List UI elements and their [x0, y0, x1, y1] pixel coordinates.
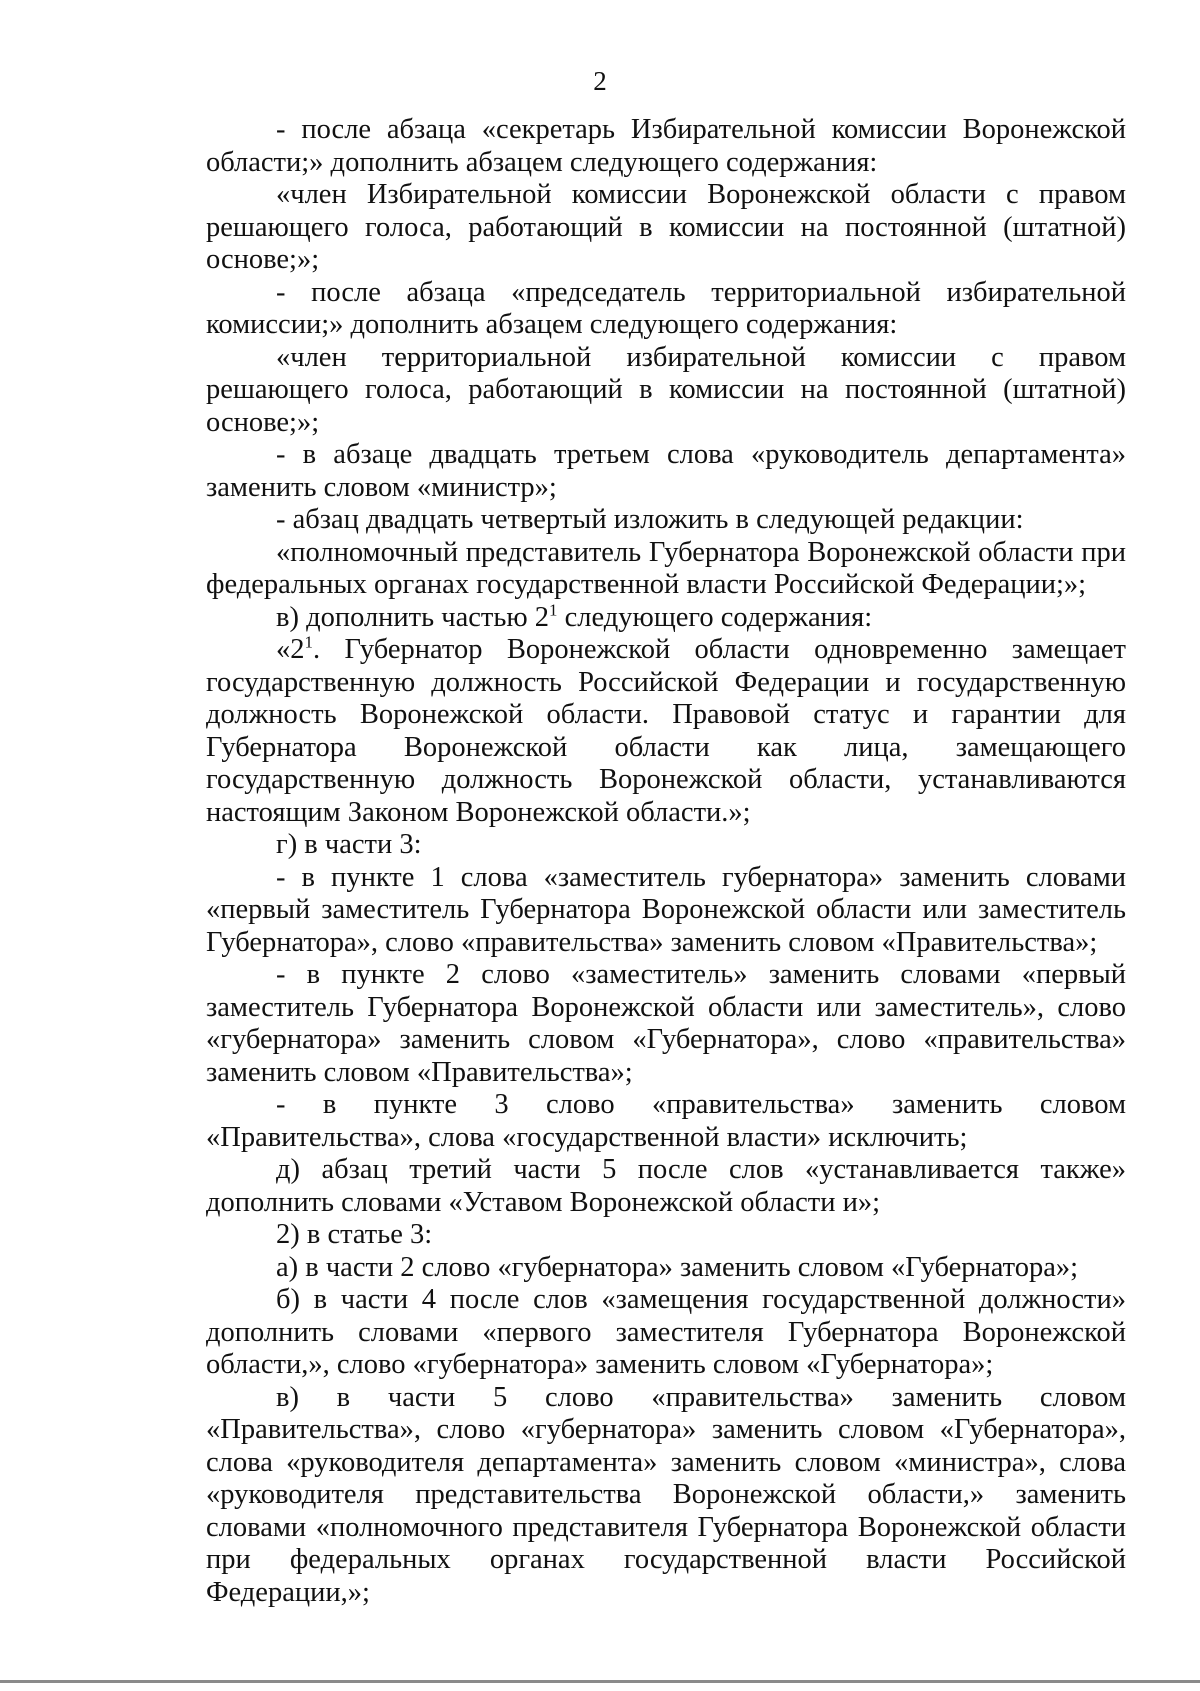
paragraph: «полномочный представитель Губернатора Воронежской области при федеральных органах государственной власти Российской Федерации;»;	[206, 536, 1126, 600]
paragraph-text: «2	[276, 634, 305, 665]
paragraph-with-superscript	[206, 602, 1126, 635]
paragraph: б) в части 4 после слов «замещения государственной должности» дополнить словами «первого заместителя Губернатора Воронежской области,», слово «губернатора» заменить словом «Губернатора»;	[206, 1284, 1126, 1380]
paragraph: «член территориальной избирательной комиссии с правом решающего голоса, работающий в комиссии на постоянной (штатной) основе;»;	[206, 341, 1126, 438]
superscript: 1	[304, 632, 313, 652]
paragraph: «член Избирательной комиссии Воронежской области с правом решающего голоса, работающий в комиссии на постоянной (штатной) основе;»;	[206, 179, 1126, 275]
superscript: 1	[549, 600, 558, 619]
paragraph: 2) в статье 3:	[276, 1219, 433, 1250]
page-number: 2	[593, 66, 607, 96]
paragraph: д) абзац третий части 5 после слов «устанавливается также» дополнить словами «Уставом Воронежской области и»;	[206, 1154, 1126, 1218]
paragraph: - в пункте 3 слово «правительства» заменить словом «Правительства», слова «государственной власти» исключить;	[206, 1089, 1126, 1153]
paragraph-text: . Губернатор Воронежской области одновременно замещает государственную должность Российской Федерации и государственную должность Воронежской области. Правовой статус и гарантии для Губернатора Воронежской области как лица, замещающего государственную должность Воронежской области, устанавливаются настоящим Законом Воронежской области.»;	[206, 634, 1126, 828]
paragraph: - абзац двадцать четвертый изложить в следующей редакции:	[276, 504, 1024, 535]
paragraph: в) в части 5 слово «правительства» заменить словом «Правительства», слово «губернатора» заменить словом «Губернатора», слова «руководителя департамента» заменить словом «министра», слова «руководителя представительства Воронежской области,» заменить словами «полномочного представителя Губернатора Воронежской области при федеральных органах государственной власти Российской Федерации,»;	[206, 1381, 1126, 1608]
paragraph-text: в) дополнить частью 2	[276, 601, 550, 633]
paragraph: г) в части 3:	[276, 829, 422, 860]
paragraph-with-superscript	[206, 634, 1126, 829]
scan-edge-line	[0, 1680, 1200, 1683]
paragraph: - в пункте 2 слово «заместитель» заменить словами «первый заместитель Губернатора Воронежской области или заместитель», слово «губернатора» заменить словом «Губернатора», слово «правительства» заменить словом «Правительства»;	[206, 959, 1126, 1088]
paragraph: а) в части 2 слово «губернатора» заменить словом «Губернатора»;	[276, 1251, 1079, 1283]
paragraph: - после абзаца «председатель территориальной избирательной комиссии;» дополнить абзацем следующего содержания:	[206, 276, 1126, 340]
paragraph: - в пункте 1 слова «заместитель губернатора» заменить словами «первый заместитель Губернатора Воронежской области или заместитель Губернатора», слово «правительства» заменить словом «Правительства»;	[206, 861, 1126, 958]
paragraph: - после абзаца «секретарь Избирательной комиссии Воронежской области;» дополнить абзацем следующего содержания:	[206, 114, 1126, 178]
paragraph-text: следующего содержания:	[557, 601, 873, 633]
paragraph: - в абзаце двадцать третьем слова «руководитель департамента» заменить словом «министр»;	[206, 439, 1126, 503]
document-body	[206, 114, 1126, 1609]
